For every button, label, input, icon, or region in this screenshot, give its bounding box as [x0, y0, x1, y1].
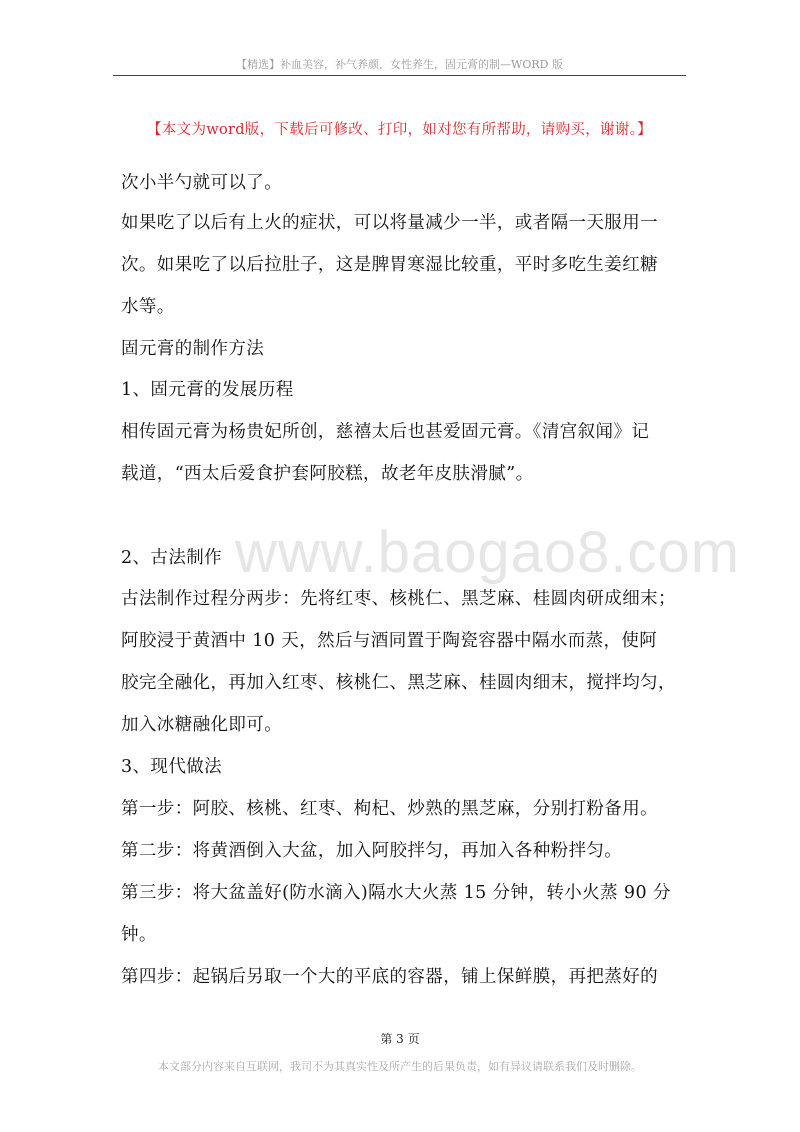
- body-line: 水等。: [121, 297, 175, 317]
- section-heading: 固元膏的制作方法: [121, 339, 265, 359]
- body-line: 胶完全融化，再加入红枣、核桃仁、黑芝麻、桂圆肉细末，搅拌均匀，: [121, 673, 676, 693]
- subsection-heading: 1、固元膏的发展历程: [121, 380, 294, 400]
- body-line: 古法制作过程分两步：先将红枣、核桃仁、黑芝麻、桂圆肉研成细末；: [121, 589, 676, 609]
- blank-line: [121, 496, 691, 536]
- body-line: 加入冰糖融化即可。: [121, 715, 283, 735]
- watermark: www.baogao8.com: [235, 520, 741, 585]
- purchase-notice: 【本文为word版，下载后可修改、打印，如对您有所帮助，请购买，谢谢。】: [147, 122, 652, 138]
- subsection-heading: 2、古法制作: [121, 548, 223, 568]
- body-line: 次。如果吃了以后拉肚子，这是脾胃寒湿比较重，平时多吃生姜红糖: [121, 255, 658, 275]
- page-footer-disclaimer: 本文部分内容来自互联网，我司不为其真实性及所产生的后果负责，如有异议请联系我们及时删除。: [158, 1060, 642, 1073]
- body-line: 如果吃了以后有上火的症状，可以将量减少一半，或者隔一天服用一: [121, 213, 658, 233]
- body-line: 次小半勺就可以了。: [121, 173, 283, 193]
- body-line: 钟。: [121, 925, 157, 945]
- body-line: 相传固元膏为杨贵妃所创，慈禧太后也甚爱固元膏。《清宫叙闻》记: [121, 422, 650, 442]
- subsection-heading: 3、现代做法: [121, 757, 223, 777]
- page-header: 【精选】补血美容，补气养颜，女性养生，固元膏的制—WORD 版: [236, 58, 563, 71]
- page-number: 第 3 页: [380, 1032, 420, 1046]
- body-line: 载道，“西太后爱食护套阿胶糕，故老年皮肤滑腻”。: [121, 464, 534, 484]
- body-line: 第三步：将大盆盖好(防水滴入)隔水大火蒸 15 分钟，转小火蒸 90 分: [121, 883, 671, 903]
- body-line: 第一步：阿胶、核桃、红枣、枸杞、炒熟的黑芝麻，分别打粉备用。: [121, 799, 658, 819]
- body-line: 阿胶浸于黄酒中 10 天，然后与酒同置于陶瓷容器中隔水而蒸，使阿: [121, 631, 658, 651]
- body-line: 第四步：起锅后另取一个大的平底的容器，铺上保鲜膜，再把蒸好的: [121, 967, 658, 987]
- header-divider: [113, 75, 686, 76]
- body-line: 第二步：将黄酒倒入大盆，加入阿胶拌匀，再加入各种粉拌匀。: [121, 841, 623, 861]
